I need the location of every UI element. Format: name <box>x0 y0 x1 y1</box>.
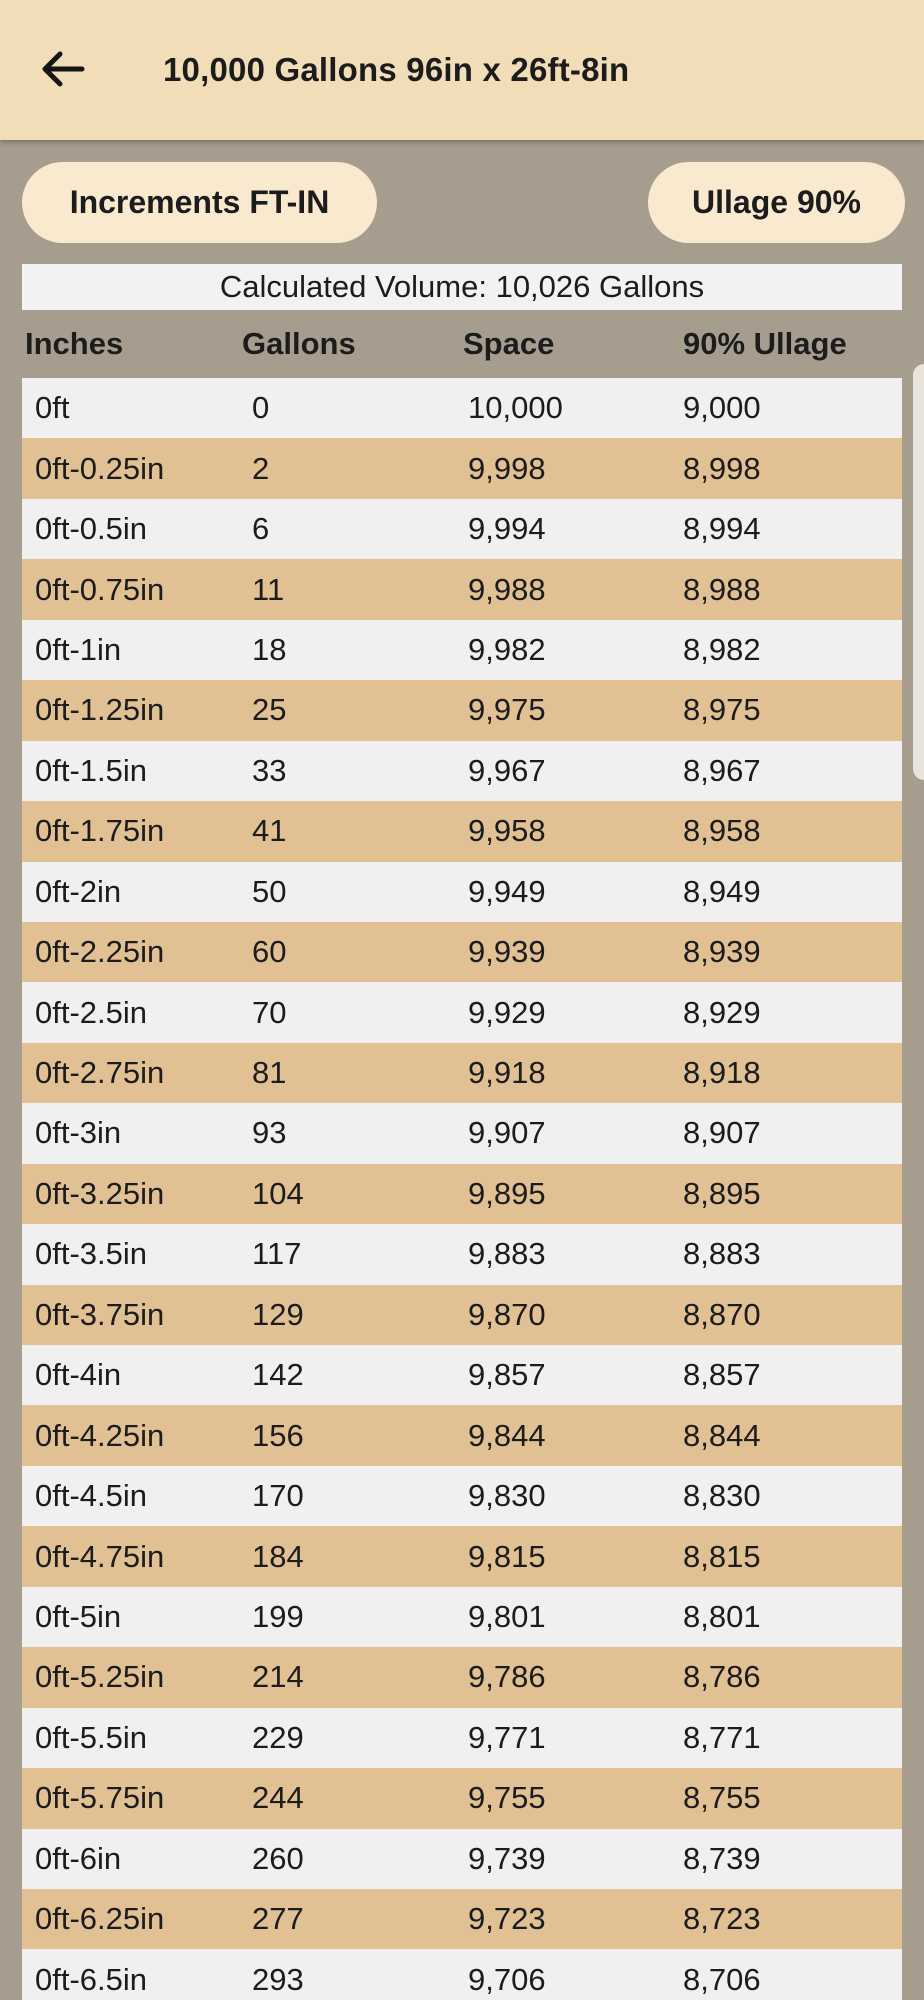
cell-inches: 0ft-6in <box>35 1840 122 1876</box>
cell-ullage: 8,706 <box>683 1961 761 1997</box>
cell-gallons: 142 <box>252 1357 304 1393</box>
cell-gallons: 33 <box>252 752 287 788</box>
cell-ullage: 8,739 <box>683 1840 761 1876</box>
cell-ullage: 8,755 <box>683 1780 761 1816</box>
calculated-volume-banner: Calculated Volume: 10,026 Gallons <box>22 264 902 310</box>
app-bar <box>0 0 924 140</box>
cell-space: 9,958 <box>468 813 546 849</box>
cell-gallons: 229 <box>252 1719 304 1755</box>
cell-gallons: 117 <box>252 1236 302 1272</box>
cell-inches: 0ft-3.75in <box>35 1296 165 1332</box>
table-row <box>22 1224 902 1284</box>
cell-gallons: 156 <box>252 1417 304 1453</box>
cell-inches: 0ft-4.5in <box>35 1478 148 1514</box>
cell-space: 9,907 <box>468 1115 546 1151</box>
cell-space: 9,755 <box>468 1780 546 1816</box>
cell-space: 9,895 <box>468 1175 546 1211</box>
cell-ullage: 8,857 <box>683 1357 761 1393</box>
cell-gallons: 25 <box>252 692 287 728</box>
cell-inches: 0ft-0.25in <box>35 450 165 486</box>
cell-ullage: 8,870 <box>683 1296 761 1332</box>
table-row <box>22 620 902 680</box>
cell-ullage: 8,883 <box>683 1236 761 1272</box>
cell-space: 9,982 <box>468 631 546 667</box>
cell-ullage: 8,918 <box>683 1055 761 1091</box>
cell-ullage: 8,982 <box>683 631 761 667</box>
cell-inches: 0ft-3.25in <box>35 1175 165 1211</box>
cell-ullage: 8,895 <box>683 1175 761 1211</box>
cell-space: 9,988 <box>468 571 546 607</box>
cell-ullage: 8,723 <box>683 1901 761 1937</box>
arrow-left-icon <box>40 46 86 95</box>
table-row <box>22 438 902 498</box>
cell-ullage: 8,907 <box>683 1115 761 1151</box>
cell-space: 9,929 <box>468 994 546 1030</box>
table-row <box>22 378 902 438</box>
table-row <box>22 1829 902 1889</box>
cell-space: 9,870 <box>468 1296 546 1332</box>
table-row <box>22 1285 902 1345</box>
cell-gallons: 70 <box>252 994 287 1030</box>
cell-gallons: 214 <box>252 1659 304 1695</box>
cell-ullage: 8,939 <box>683 934 761 970</box>
table-row <box>22 1043 902 1103</box>
cell-space: 9,706 <box>468 1961 546 1997</box>
table-row <box>22 1889 902 1949</box>
cell-inches: 0ft-5.25in <box>35 1659 165 1695</box>
table-row <box>22 559 902 619</box>
cell-ullage: 8,844 <box>683 1417 761 1453</box>
cell-inches: 0ft-1in <box>35 631 122 667</box>
cell-ullage: 8,994 <box>683 511 761 547</box>
increments-button[interactable]: Increments FT-IN <box>22 162 377 243</box>
cell-gallons: 104 <box>252 1175 304 1211</box>
cell-inches: 0ft <box>35 390 70 426</box>
cell-ullage: 8,771 <box>683 1719 761 1755</box>
column-header-inches: Inches <box>25 326 124 361</box>
table-row <box>22 1949 902 2000</box>
table-row <box>22 1405 902 1465</box>
cell-space: 9,939 <box>468 934 546 970</box>
cell-gallons: 50 <box>252 873 287 909</box>
cell-space: 9,771 <box>468 1719 546 1755</box>
column-header-space: Space <box>463 326 555 361</box>
page-title: 10,000 Gallons 96in x 26ft-8in <box>163 51 630 88</box>
cell-gallons: 2 <box>252 450 270 486</box>
table-row <box>22 1587 902 1647</box>
table-row <box>22 862 902 922</box>
cell-space: 9,786 <box>468 1659 546 1695</box>
table-row <box>22 1708 902 1768</box>
table-row <box>22 1647 902 1707</box>
cell-inches: 0ft-6.5in <box>35 1961 148 1997</box>
cell-inches: 0ft-0.5in <box>35 511 148 547</box>
cell-gallons: 199 <box>252 1598 304 1634</box>
cell-gallons: 41 <box>252 813 287 849</box>
cell-inches: 0ft-4in <box>35 1357 122 1393</box>
cell-gallons: 18 <box>252 631 287 667</box>
cell-space: 9,801 <box>468 1598 546 1634</box>
cell-ullage: 9,000 <box>683 390 761 426</box>
cell-inches: 0ft-5.5in <box>35 1719 148 1755</box>
cell-ullage: 8,801 <box>683 1598 761 1634</box>
cell-inches: 0ft-2.75in <box>35 1055 165 1091</box>
table-row <box>22 1345 902 1405</box>
table-row <box>22 1466 902 1526</box>
cell-space: 9,967 <box>468 752 546 788</box>
cell-inches: 0ft-3.5in <box>35 1236 148 1272</box>
cell-inches: 0ft-2in <box>35 873 122 909</box>
back-button[interactable] <box>30 42 96 98</box>
cell-ullage: 8,949 <box>683 873 761 909</box>
cell-ullage: 8,975 <box>683 692 761 728</box>
table-row <box>22 680 902 740</box>
scrollbar-thumb[interactable] <box>913 364 924 780</box>
cell-inches: 0ft-4.75in <box>35 1538 165 1574</box>
cell-gallons: 184 <box>252 1538 304 1574</box>
table-row <box>22 982 902 1042</box>
cell-space: 10,000 <box>468 390 563 426</box>
column-header-ullage: 90% Ullage <box>683 326 847 361</box>
cell-gallons: 293 <box>252 1961 304 1997</box>
table-row <box>22 741 902 801</box>
table-row <box>22 922 902 982</box>
cell-inches: 0ft-1.75in <box>35 813 165 849</box>
cell-gallons: 81 <box>252 1055 287 1091</box>
cell-gallons: 170 <box>252 1478 304 1514</box>
cell-gallons: 260 <box>252 1840 304 1876</box>
cell-inches: 0ft-2.5in <box>35 994 148 1030</box>
cell-space: 9,975 <box>468 692 546 728</box>
cell-ullage: 8,967 <box>683 752 761 788</box>
cell-space: 9,857 <box>468 1357 546 1393</box>
cell-space: 9,994 <box>468 511 546 547</box>
cell-space: 9,998 <box>468 450 546 486</box>
column-header-gallons: Gallons <box>242 326 356 361</box>
cell-gallons: 129 <box>252 1296 304 1332</box>
cell-gallons: 11 <box>252 571 285 607</box>
cell-gallons: 244 <box>252 1780 304 1816</box>
cell-inches: 0ft-6.25in <box>35 1901 165 1937</box>
ullage-button[interactable]: Ullage 90% <box>648 162 905 243</box>
cell-inches: 0ft-2.25in <box>35 934 165 970</box>
cell-gallons: 277 <box>252 1901 304 1937</box>
table-row <box>22 1164 902 1224</box>
cell-inches: 0ft-5in <box>35 1598 122 1634</box>
cell-space: 9,815 <box>468 1538 546 1574</box>
cell-space: 9,883 <box>468 1236 546 1272</box>
cell-space: 9,949 <box>468 873 546 909</box>
cell-gallons: 60 <box>252 934 287 970</box>
cell-gallons: 6 <box>252 511 270 547</box>
table-row <box>22 801 902 861</box>
cell-space: 9,830 <box>468 1478 546 1514</box>
cell-ullage: 8,815 <box>683 1538 761 1574</box>
cell-ullage: 8,786 <box>683 1659 761 1695</box>
cell-space: 9,918 <box>468 1055 546 1091</box>
table-row <box>22 499 902 559</box>
cell-gallons: 93 <box>252 1115 287 1151</box>
cell-inches: 0ft-5.75in <box>35 1780 165 1816</box>
cell-inches: 0ft-3in <box>35 1115 122 1151</box>
cell-ullage: 8,988 <box>683 571 761 607</box>
cell-space: 9,844 <box>468 1417 546 1453</box>
cell-inches: 0ft-1.25in <box>35 692 165 728</box>
cell-ullage: 8,958 <box>683 813 761 849</box>
cell-ullage: 8,929 <box>683 994 761 1030</box>
cell-ullage: 8,830 <box>683 1478 761 1514</box>
cell-inches: 0ft-0.75in <box>35 571 165 607</box>
table-row <box>22 1768 902 1828</box>
cell-ullage: 8,998 <box>683 450 761 486</box>
table-row <box>22 1526 902 1586</box>
cell-inches: 0ft-1.5in <box>35 752 148 788</box>
table-row <box>22 1103 902 1163</box>
cell-inches: 0ft-4.25in <box>35 1417 165 1453</box>
cell-space: 9,723 <box>468 1901 546 1937</box>
cell-gallons: 0 <box>252 390 270 426</box>
cell-space: 9,739 <box>468 1840 546 1876</box>
chart-table-body[interactable] <box>22 378 902 2000</box>
table-header-row <box>22 310 902 378</box>
